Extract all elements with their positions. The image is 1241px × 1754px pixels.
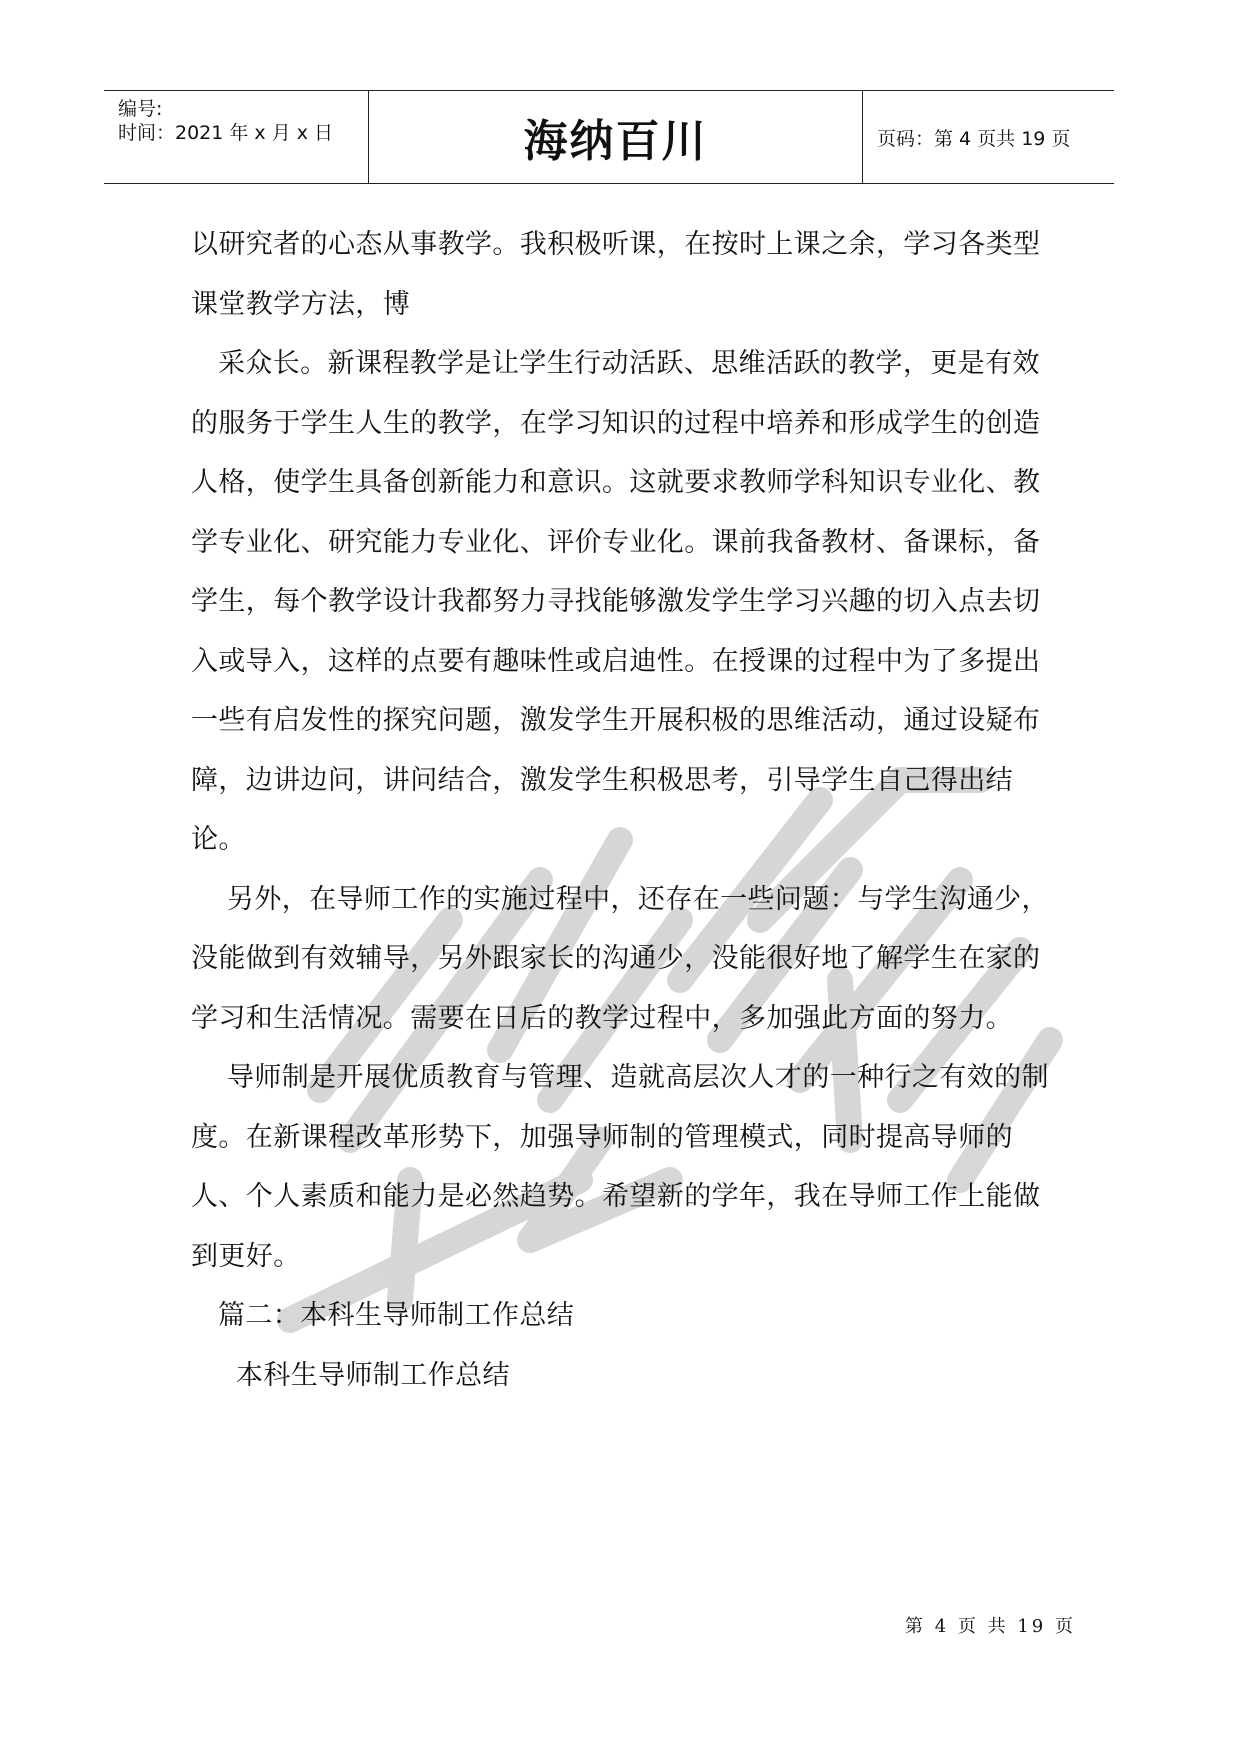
section-heading: 篇二：本科生导师制工作总结 bbox=[191, 1300, 575, 1331]
paragraph: 以研究者的心态从事教学。我积极听课，在按时上课之余，学习各类型课堂教学方法，博 bbox=[191, 229, 1041, 320]
header-right-cell bbox=[863, 91, 1114, 183]
paragraph: 另外，在导师工作的实施过程中，还存在一些问题：与学生沟通少，没能做到有效辅导，另外跟家长的沟通少，没能很好地了解学生在家的学习和生活情况。需要在日后的教学过程中，多加强此方面的努力。 bbox=[191, 883, 1049, 1034]
document-body bbox=[191, 215, 1061, 1405]
page-footer: 第 4 页 共 19 页 bbox=[905, 1616, 1076, 1637]
document-number-label: 编号: bbox=[118, 98, 163, 120]
document-time-label: 时间：2021 年 x 月 x 日 bbox=[118, 122, 334, 144]
brand-title: 海纳百川 bbox=[523, 116, 708, 167]
header-page-info: 页码：第 4 页共 19 页 bbox=[877, 127, 1071, 150]
document-header bbox=[104, 90, 1114, 184]
section-title: 本科生导师制工作总结 bbox=[191, 1359, 510, 1391]
paragraph: 采众长。新课程教学是让学生行动活跃、思维活跃的教学，更是有效的服务于学生人生的教学，在学习知识的过程中培养和形成学生的创造人格，使学生具备创新能力和意识。这就要求教师学科知识专业化、教学专业化、研究能力专业化、评价专业化。课前我备教材、备课标，备学生，每个教学设计我都努力寻找能够激发学生学习兴趣的切入点去切入或导入，这样的点要有趣味性或启迪性。在授课的过程中为了多提出一些有启发性的探究问题，激发学生开展积极的思维活动，通过设疑布障，边讲边问，讲问结合，激发学生积极思考，引导学生自己得出结论。 bbox=[191, 348, 1041, 855]
header-center-cell bbox=[369, 91, 863, 183]
header-left-cell bbox=[104, 91, 369, 183]
paragraph: 导师制是开展优质教育与管理、造就高层次人才的一种行之有效的制度。在新课程改革形势下，加强导师制的管理模式，同时提高导师的人、个人素质和能力是必然趋势。希望新的学年，我在导师工作上能做到更好。 bbox=[191, 1062, 1049, 1272]
